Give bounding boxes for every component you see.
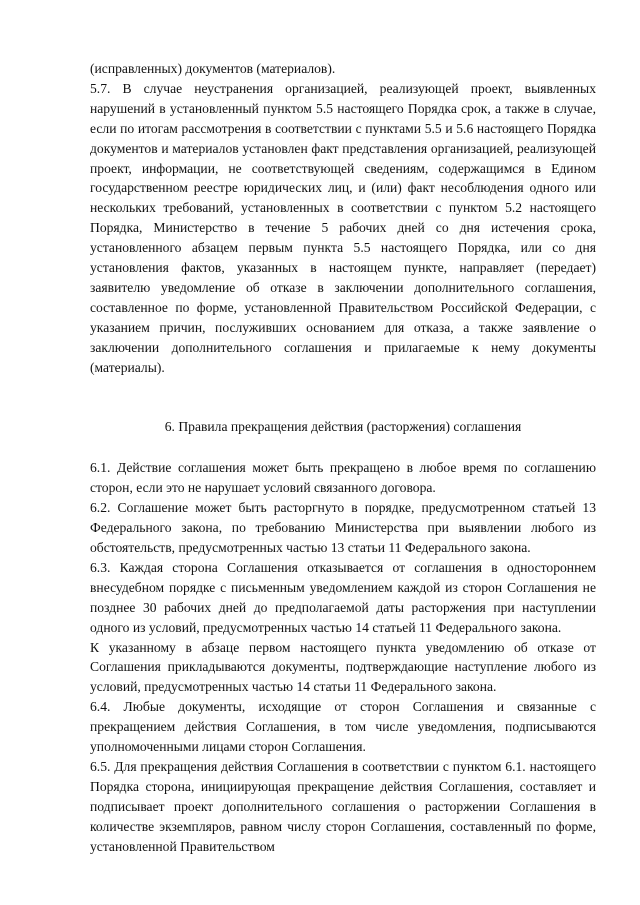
paragraph-6-5: 6.5. Для прекращения действия Соглашения в соответствии с пунктом 6.1. настоящего Порядка сторона, инициирующая прекращение действия Соглашения, составляет и подписывает проект дополнительного соглашения о расторжении Соглашения в количестве экземпляров, равном числу сторон Соглашения, составленный по форме, установленной Правительством bbox=[90, 759, 596, 854]
paragraph-5-7: 5.7. В случае неустранения организацией, реализующей проект, выявленных нарушений в установленный пунктом 5.5 настоящего Порядка срок, а также в случае, если по итогам рассмотрения в соответствии с пунктами 5.5 и 5.6 настоящего Порядка документов и материалов установлен факт представления организацией, реализующей проект, информации, не соответствующей сведениям, содержащимся в Едином государственном реестре юридических лиц, и (или) факт несоблюдения одного или нескольких требований, установленных в соответствии с пунктом 5.2 настоящего Порядка, Министерство в течение 5 рабочих дней со дня истечения срока, установленного абзацем первым пункта 5.5 настоящего Порядка, или со дня установления фактов, указанных в настоящем пункте, направляет (передает) заявителю уведомление об отказе в заключении дополнительного соглашения, составленное по форме, установленной Правительством Российской Федерации, с указанием причин, послуживших основанием для отказа, а также заявление о заключении дополнительного соглашения и прилагаемые к нему документы (материалы). bbox=[90, 80, 596, 375]
paragraph-6-2: 6.2. Соглашение может быть расторгнуто в порядке, предусмотренном статьей 13 Федерального закона, по требованию Министерства при выявлении любого из обстоятельств, предусмотренных частью 13 статьи 11 Федерального закона. bbox=[90, 500, 596, 556]
document-page bbox=[90, 59, 596, 857]
paragraph-6-1: 6.1. Действие соглашения может быть прекращено в любое время по соглашению сторон, если это не нарушает условий связанного договора. bbox=[90, 460, 596, 496]
paragraph-6-3-notice: К указанному в абзаце первом настоящего пункта уведомлению об отказе от Соглашения прикладываются документы, подтверждающие наступление любого из условий, предусмотренных частью 14 статьи 11 Федерального закона. bbox=[90, 639, 596, 695]
paragraph-6-3: 6.3. Каждая сторона Соглашения отказывается от соглашения в одностороннем внесудебном порядке с письменным уведомлением каждой из сторон Соглашения не позднее 30 рабочих дней до предполагаемой даты расторжения при наступлении одного из условий, предусмотренных частью 14 статьей 11 Федерального закона. bbox=[90, 559, 596, 635]
section-6-title: 6. Правила прекращения действия (расторжения) соглашения bbox=[164, 418, 522, 434]
paragraph-6-4: 6.4. Любые документы, исходящие от сторон Соглашения и связанные с прекращением действия Соглашения, в том числе уведомления, подписываются уполномоченными лицами сторон Соглашения. bbox=[90, 699, 596, 755]
paragraph-prev-tail: (исправленных) документов (материалов). bbox=[90, 61, 336, 76]
